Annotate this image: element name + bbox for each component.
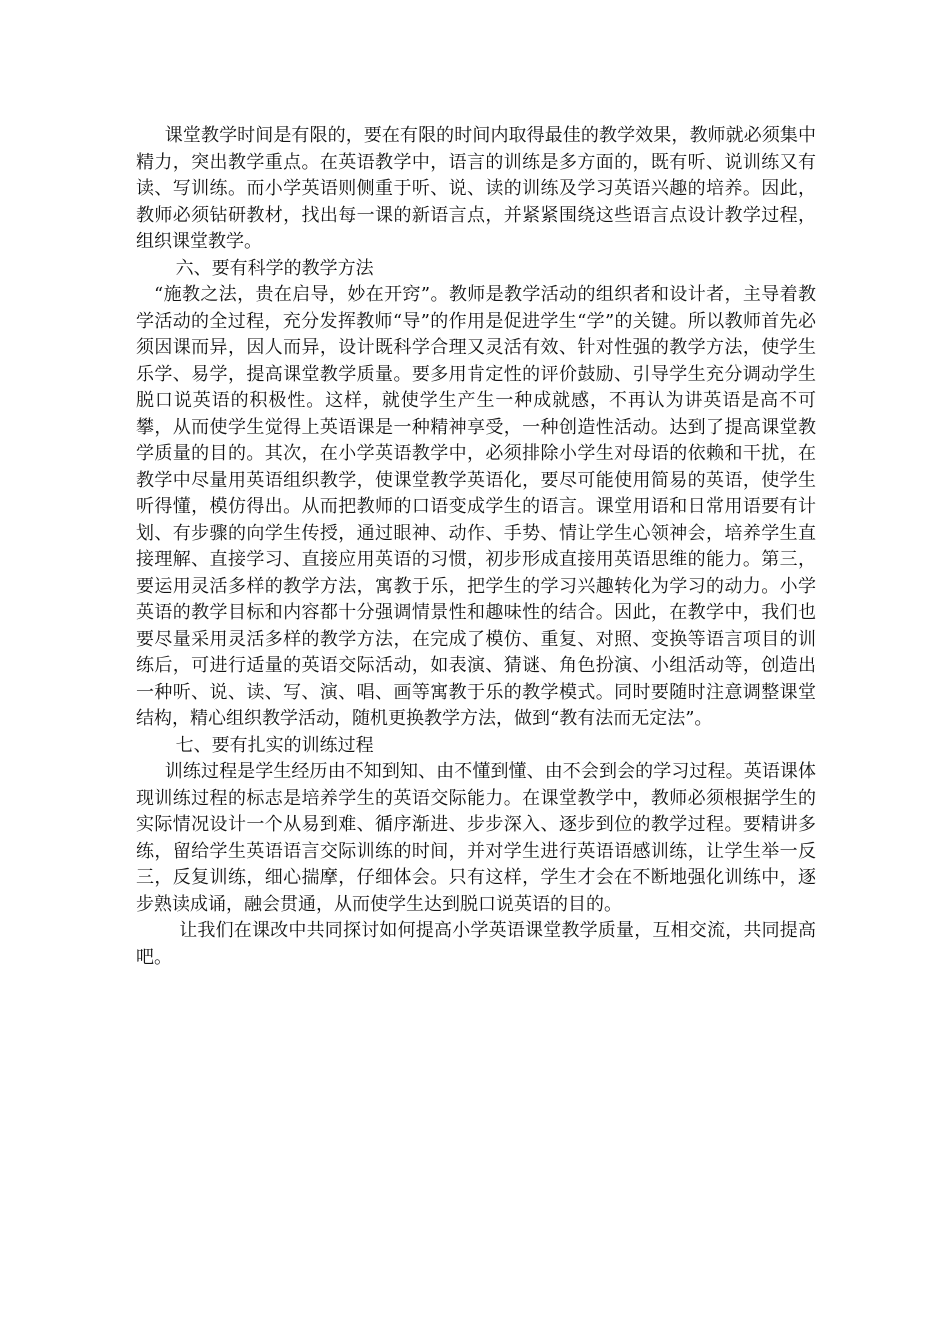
closing-paragraph: 让我们在课改中共同探讨如何提高小学英语课堂教学质量，互相交流，共同提高吧。 (136, 920, 816, 968)
section-6-paragraph: “施教之法，贵在启导，妙在开窍”。教师是教学活动的组织者和设计者，主导着教学活动的全过程，充分发挥教师“导”的作用是促进学生“学”的关键。所以教师首先必须因课而异，因人而异，设计既科学合理又灵活有效、针对性强的教学方法，使学生乐学、易学，提高课堂教学质量。要多用肯定性的评价鼓励、引导学生充分调动学生脱口说英语的积极性。这样，就使学生产生一种成就感，不再认为讲英语是高不可攀，从而使学生觉得上英语课是一种精神享受，一种创造性活动。达到了提高课堂教学质量的目的。其次，在小学英语教学中，必须排除小学生对母语的依赖和干扰，在教学中尽量用英语组织教学，使课堂教学英语化，要尽可能使用简易的英语，使学生听得懂，模仿得出。从而把教师的口语变成学生的语言。课堂用语和日常用语要有计划、有步骤的向学生传授，通过眼神、动作、手势、情让学生心领神会，培养学生直接理解、直接学习、直接应用英语的习惯，初步形成直接用英语思维的能力。第三，要运用灵活多样的教学方法，寓教于乐，把学生的学习兴趣转化为学习的动力。小学英语的教学目标和内容都十分强调情景性和趣味性的结合。因此，在教学中，我们也要尽量采用灵活多样的教学方法，在完成了模仿、重复、对照、变换等语言项目的训练后，可进行适量的英语交际活动，如表演、猜谜、角色扮演、小组活动等，创造出一种听、说、读、写、演、唱、画等寓教于乐的教学模式。同时要随时注意调整课堂结构，精心组织教学活动，随机更换教学方法，做到“教有法而无定法”。 (136, 284, 816, 729)
section-7-heading: 七、要有扎实的训练过程 (175, 734, 374, 756)
intro-paragraph: 课堂教学时间是有限的，要在有限的时间内取得最佳的教学效果，教师就必须集中精力，突出教学重点。在英语教学中，语言的训练是多方面的，既有听、说训练又有读、写训练。而小学英语则侧重于听、说、读的训练及学习英语兴趣的培养。因此，教师必须钻研教材，找出每一课的新语言点，并紧紧围绕这些语言点设计教学过程，组织课堂教学。 (136, 125, 816, 252)
section-6-heading: 六、要有科学的教学方法 (175, 257, 374, 279)
section-7-paragraph: 训练过程是学生经历由不知到知、由不懂到懂、由不会到会的学习过程。英语课体现训练过程的标志是培养学生的英语交际能力。在课堂教学中，教师必须根据学生的实际情况设计一个从易到难、循序渐进、步步深入、逐步到位的教学过程。要精讲多练，留给学生英语语言交际训练的时间，并对学生进行英语语感训练，让学生举一反三，反复训练，细心揣摩，仔细体会。只有这样，学生才会在不断地强化训练中，逐步熟读成诵，融会贯通，从而使学生达到脱口说英语的目的。 (136, 761, 816, 915)
document-body (136, 123, 816, 971)
